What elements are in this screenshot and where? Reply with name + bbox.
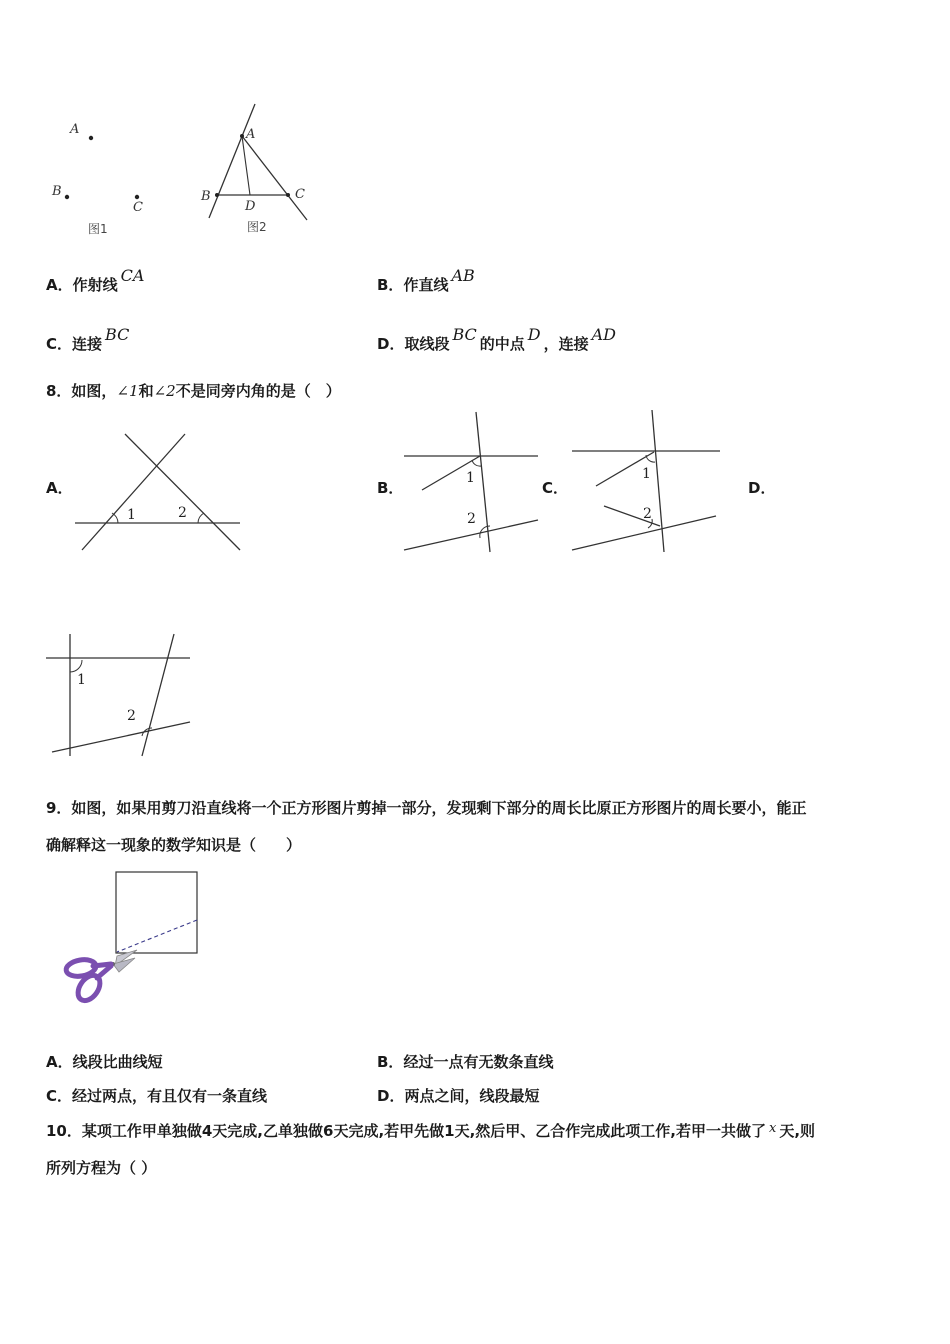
point-c (286, 193, 290, 197)
q10-text-b: 天,则 (779, 1122, 816, 1140)
q8-option-a-label[interactable]: A． (46, 479, 73, 497)
option-text: 作射线 (72, 276, 118, 294)
math-bc: BC (105, 325, 130, 344)
option-label: C． (46, 335, 73, 353)
point-c (135, 195, 139, 199)
q7-option-a[interactable] (46, 266, 147, 295)
math-bc: BC (452, 325, 477, 344)
q8-figure-b (400, 410, 545, 555)
option-text: 经过一点有无数条直线 (403, 1053, 554, 1071)
option-text: 线段比曲线短 (72, 1053, 163, 1071)
q10-stem-line-1 (46, 1120, 815, 1141)
q7-figure-1 (40, 110, 170, 245)
angle-mark-2: 2 (643, 506, 652, 522)
q8-suffix: 不是同旁内角的是（ ） (175, 382, 341, 400)
point-b (215, 193, 219, 197)
option-label: B． (377, 1053, 404, 1071)
option-label: B． (377, 276, 404, 294)
q8-prefix: 8．如图， (46, 382, 117, 400)
q8-mid: 和 (138, 382, 154, 400)
math-ad: AD (591, 325, 617, 344)
option-text-2: 的中点 (479, 335, 525, 353)
option-label: A． (46, 1053, 73, 1071)
figure-caption-2: 图2 (247, 220, 267, 234)
cut-line (117, 920, 197, 952)
square (116, 872, 197, 953)
q8-option-d-label[interactable]: D． (748, 479, 776, 497)
figure-caption-1: 图1 (88, 222, 108, 236)
angle-mark-2: 2 (178, 505, 187, 521)
angle-mark-1: 1 (466, 470, 475, 486)
point-a (240, 134, 244, 138)
q8-figure-d (44, 630, 194, 760)
q9-option-a[interactable] (46, 1051, 163, 1072)
angle-mark-2: 2 (127, 708, 136, 724)
q9-figure-square-scissors (55, 868, 205, 1013)
math-ca: CA (120, 266, 145, 285)
q9-option-b[interactable] (377, 1051, 553, 1072)
q7-option-b[interactable] (377, 266, 478, 295)
point-label-a: A (246, 127, 256, 142)
point-label-a: A (70, 122, 80, 137)
option-text-3: ，连接 (543, 335, 589, 353)
q9-option-d[interactable] (377, 1085, 539, 1106)
option-text: 两点之间，线段最短 (404, 1087, 540, 1105)
q9-stem-line-2: 确解释这一现象的数学知识是（ ） (46, 836, 302, 854)
point-label-c: C (133, 200, 143, 215)
angle-mark-1: 1 (77, 672, 86, 688)
angle-mark-1: 1 (642, 466, 651, 482)
angle-mark-1: 1 (127, 507, 136, 523)
point-b (65, 195, 69, 199)
angle-1: ∠1 (116, 382, 139, 400)
option-text: 连接 (72, 335, 103, 353)
option-label: C． (46, 1087, 73, 1105)
option-text: 经过两点，有且仅有一条直线 (72, 1087, 268, 1105)
q7-figure-2 (195, 100, 320, 240)
q10-text-a: 10．某项工作甲单独做4天完成,乙单独做6天完成,若甲先做1天,然后甲、乙合作完成此项工作,若甲一共做了 (46, 1122, 766, 1140)
option-text-1: 取线段 (404, 335, 450, 353)
point-label-b: B (52, 184, 62, 199)
angle-mark-2: 2 (467, 511, 476, 527)
point-label-d: D (245, 199, 256, 214)
option-label: A． (46, 276, 73, 294)
q8-option-b-label[interactable]: B． (377, 479, 404, 497)
q7-option-c[interactable] (46, 325, 132, 354)
q9-option-c[interactable] (46, 1085, 267, 1106)
point-label-c: C (295, 187, 305, 202)
variable-x: x (768, 1121, 777, 1136)
angle-2: ∠2 (153, 382, 176, 400)
option-label: D． (377, 335, 405, 353)
option-label: D． (377, 1087, 405, 1105)
option-text: 作直线 (403, 276, 449, 294)
q8-option-c-label[interactable]: C． (542, 479, 569, 497)
q7-option-d[interactable] (377, 325, 619, 354)
point-label-b: B (201, 189, 211, 204)
math-d: D (527, 325, 541, 344)
scissors-icon (65, 950, 137, 1005)
point-a (89, 136, 93, 140)
q9-stem-line-1: 9．如图，如果用剪刀沿直线将一个正方形图片剪掉一部分，发现剩下部分的周长比原正方形图片的周长要小，能正 (46, 799, 807, 817)
q8-figure-c (568, 408, 723, 556)
q8-stem (46, 380, 341, 401)
q8-figure-a (70, 428, 250, 556)
math-ab: AB (451, 266, 475, 285)
q10-stem-line-2: 所列方程为（ ） (46, 1159, 157, 1177)
